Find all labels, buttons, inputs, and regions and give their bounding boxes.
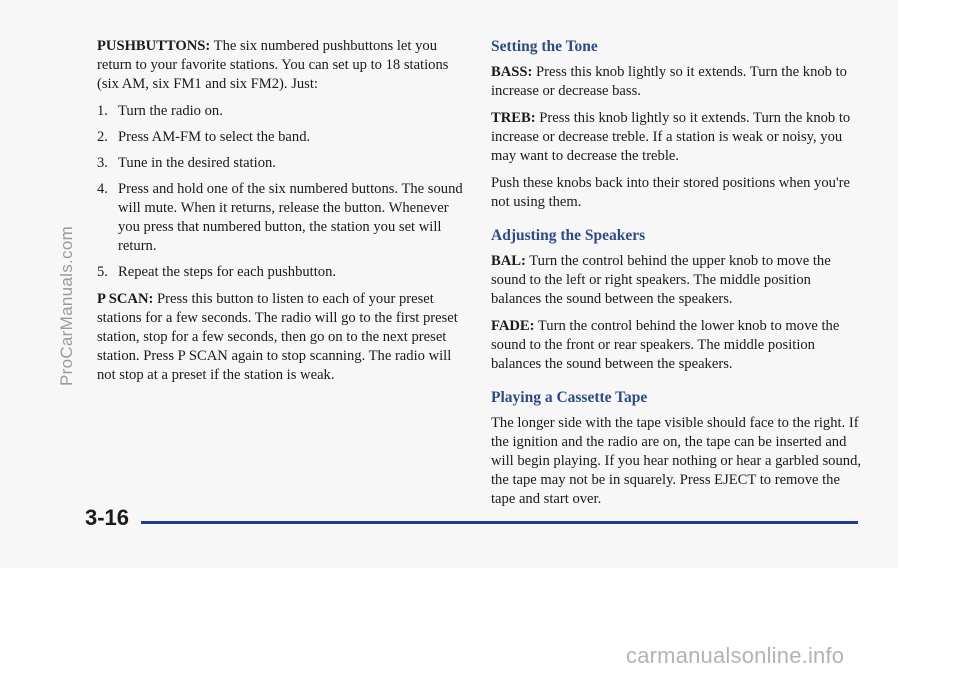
step-number: 1.	[97, 103, 108, 119]
vertical-watermark: ProCarManuals.com	[57, 225, 76, 386]
cassette-paragraph: The longer side with the tape visible should face to the right. If the ignition and the radio are on, the tape can be inserted and will begin playing. If you hear nothing or hear a garbled sound, the tape may not be in squarely. Press EJECT to remove the tape and start over.	[491, 415, 862, 507]
fade-text: Turn the control behind the lower knob to move the sound to the front or rear speakers. The middle position balances the sound between the speakers.	[491, 318, 840, 372]
fade-paragraph	[491, 317, 863, 374]
list-item	[97, 102, 469, 121]
treb-paragraph	[491, 109, 863, 166]
left-column	[97, 37, 469, 393]
site-watermark: carmanualsonline.info	[626, 643, 845, 668]
bal-paragraph	[491, 252, 863, 309]
pushbuttons-paragraph	[97, 37, 469, 94]
page-footer	[85, 505, 858, 539]
pushbuttons-text: The six numbered pushbuttons let you return to your favorite stations. You can set up to 18 stations (six AM, six FM1 and six FM2). Just:	[97, 38, 449, 92]
step-text: Tune in the desired station.	[118, 155, 276, 171]
tone-heading: Setting the Tone	[491, 38, 598, 55]
speakers-heading: Adjusting the Speakers	[491, 227, 646, 244]
list-item	[97, 263, 469, 282]
treb-label: TREB:	[491, 110, 536, 126]
step-text: Turn the radio on.	[118, 103, 223, 119]
pushbutton-steps	[97, 102, 469, 282]
bass-label: BASS:	[491, 64, 533, 80]
footer-rule	[141, 521, 858, 524]
push-knobs-paragraph: Push these knobs back into their stored positions when you're not using them.	[491, 175, 850, 210]
bass-text: Press this knob lightly so it extends. Turn the knob to increase or decrease bass.	[491, 64, 847, 99]
step-text: Repeat the steps for each pushbutton.	[118, 264, 337, 280]
right-column	[491, 37, 863, 517]
page-number: 3-16	[85, 505, 130, 530]
pscan-label: P SCAN:	[97, 291, 154, 307]
step-text: Press and hold one of the six numbered buttons. The sound will mute. When it returns, release the button. Whenever you press that numbered button, the station you set will return.	[118, 181, 463, 254]
pushbuttons-label: PUSHBUTTONS:	[97, 38, 211, 54]
bal-label: BAL:	[491, 253, 526, 269]
step-number: 4.	[97, 181, 108, 197]
fade-label: FADE:	[491, 318, 535, 334]
cassette-heading: Playing a Cassette Tape	[491, 389, 648, 406]
pscan-paragraph	[97, 290, 469, 385]
step-number: 3.	[97, 155, 108, 171]
step-number: 2.	[97, 129, 108, 145]
step-text: Press AM-FM to select the band.	[118, 129, 311, 145]
treb-text: Press this knob lightly so it extends. Turn the knob to increase or decrease treble. If a station is weak or noisy, you may want to decrease the treble.	[491, 110, 851, 164]
list-item	[97, 180, 469, 256]
step-number: 5.	[97, 264, 108, 280]
bal-text: Turn the control behind the upper knob to move the sound to the left or right speakers. The middle position balances the sound between the speakers.	[491, 253, 831, 307]
pscan-text: Press this button to listen to each of your preset stations for a few seconds. The radio will go to the first preset station, stop for a few seconds, then go on to the next preset station. Press P SCAN again to stop scanning. The radio will not stop at a preset if the station is weak.	[97, 291, 458, 383]
list-item	[97, 128, 469, 147]
list-item	[97, 154, 469, 173]
bass-paragraph	[491, 63, 863, 101]
